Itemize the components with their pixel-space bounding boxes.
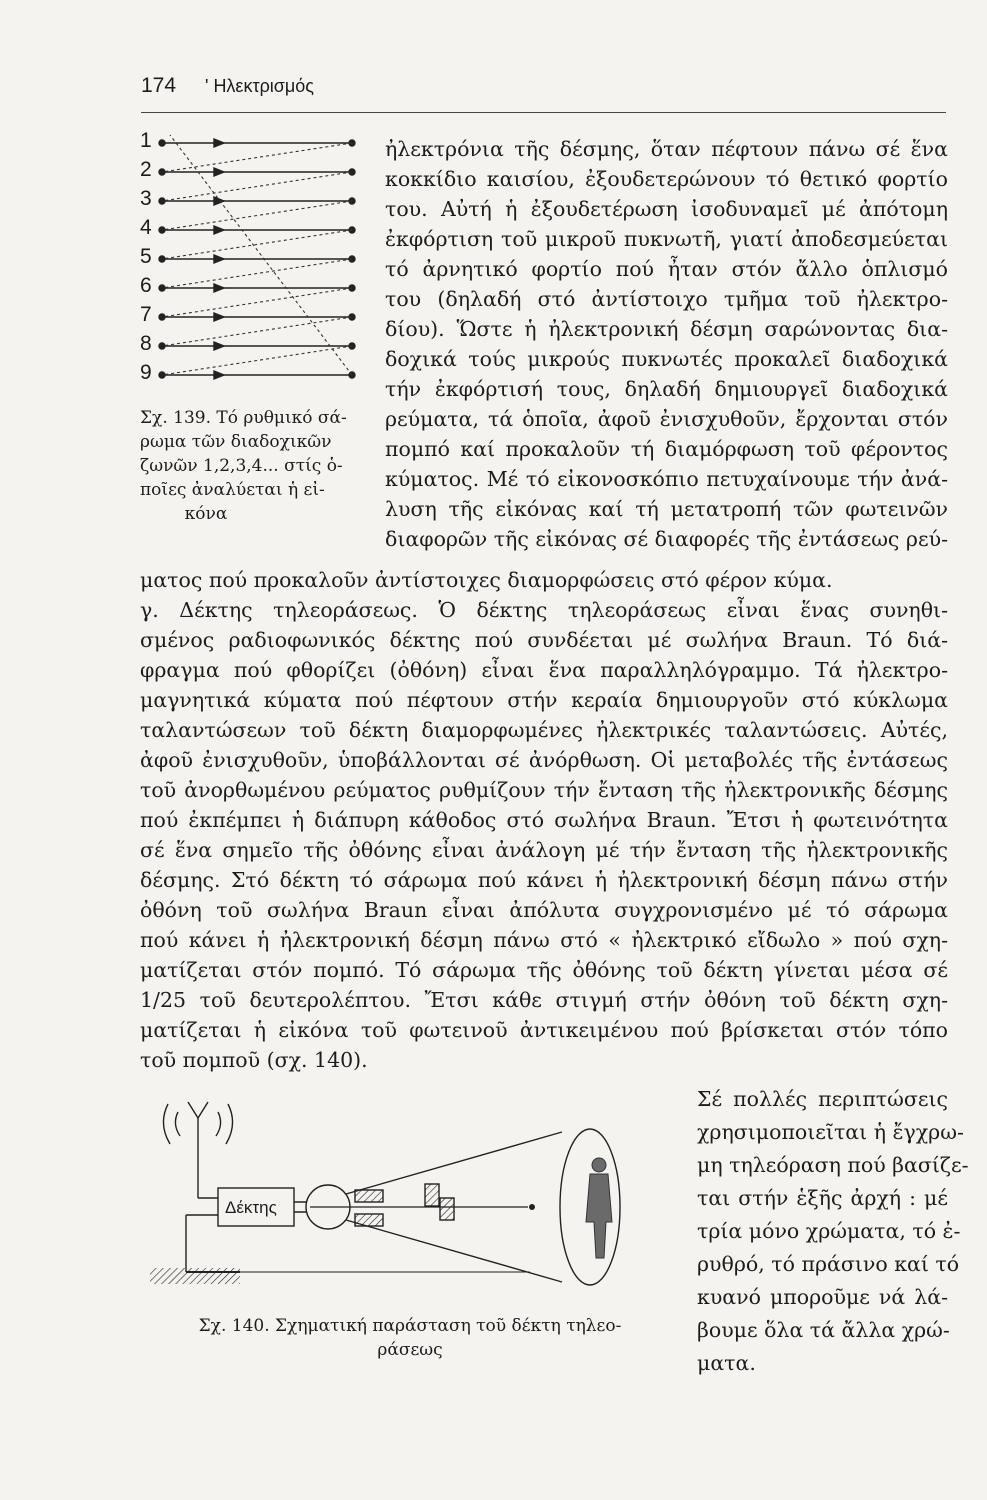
body-text-line: ρυθρό, τό πράσινο καί τό [697, 1252, 960, 1276]
scan-line-number: 2 [140, 158, 152, 181]
body-text-line: ἐκφόρτιση τοῦ μικροῦ πυκνωτῆ, γιατί ἀποδεσμεύεται [385, 227, 948, 251]
caption-line: ποῖες ἀναλύεται ἡ εἰ- [140, 480, 325, 500]
body-text-line: τό ἀρνητικό φορτίο πού ἦταν στόν ἄλλο ὁπλισμό [385, 257, 948, 281]
caption-line: ρωμα τῶν διαδοχικῶν [140, 432, 332, 452]
figure-140-receiver-schematic [150, 1090, 690, 1300]
caption-line: ράσεως [377, 1340, 443, 1360]
body-text-line: σμένος ραδιοφωνικός δέκτης πού συνδέεται μέ σωλήνα Braun. Τό διά- [140, 628, 948, 652]
body-text-line: κύματος. Μέ τό εἰκονοσκόπιο πετυχαίνουμε τήν ἀνά- [385, 467, 948, 491]
body-text-line: ρεύματα, τά ὁποῖα, ἀφοῦ ἐνισχυθοῦν, ἔρχονται στόν [385, 407, 948, 431]
header-rule [141, 112, 946, 113]
body-text-line: πού κάνει ἡ ἠλεκτρονική δέσμη πάνω στό « ἠλεκτρικό εἴδωλο » πού σχη- [140, 928, 948, 952]
body-text-line: Σέ πολλές περιπτώσεις [697, 1087, 948, 1111]
running-title: ' Ηλεκτρισμός [205, 76, 314, 96]
body-text-line: κοκκίδιο καισίου, ἐξουδετερώνουν τό θετικό φορτίο [385, 167, 948, 191]
body-text-line: σέ ἕνα σημεῖο τῆς ὀθόνης εἶναι ἀνάλογη μέ τήν ἔνταση τῆς ἠλεκτρονικῆς [140, 838, 948, 862]
page-number: 174 [141, 74, 177, 97]
body-text-line: φραγμα πού φθορίζει (ὀθόνη) εἶναι ἕνα παραλληλόγραμμο. Τά ἠλεκτρο- [140, 658, 948, 682]
body-text-line: πομπό καί προκαλοῦν τή διαμόρφωση τοῦ φέροντος [385, 437, 948, 461]
body-text-line: κυανό μποροῦμε νά λά- [697, 1285, 948, 1309]
caption-line: κόνα [184, 504, 228, 524]
caption-line: Σχ. 140. Σχηματική παράσταση τοῦ δέκτη τηλεο- [198, 1316, 622, 1336]
body-text-line: δίου). Ὥστε ἡ ἠλεκτρονική δέσμη σαρώνοντας δια- [385, 317, 948, 341]
body-text-line: ματα. [697, 1351, 756, 1375]
body-text-line: δέσμης. Στό δέκτη τό σάρωμα πού κάνει ἡ ἠλεκτρονική δέσμη πάνω στήν [140, 868, 948, 892]
scan-line-number: 8 [140, 332, 152, 355]
body-text-line: ἠλεκτρόνια τῆς δέσμης, ὅταν πέφτουν πάνω σέ ἕνα [385, 137, 948, 161]
figure-140-caption [140, 1314, 680, 1362]
scan-line-number: 1 [140, 129, 152, 152]
body-text-line: του. Αὐτή ἡ ἐξουδετέρωση ἰσοδυναμεῖ μέ ἀπότομη [385, 197, 948, 221]
body-text-line: ματίζεται στόν πομπό. Τό σάρωμα τῆς ὀθόνης τοῦ δέκτη γίνεται μέσα σέ [140, 958, 948, 982]
caption-line: ζωνῶν 1,2,3,4... στίς ὁ- [140, 456, 343, 476]
body-text-line: ται στήν ἑξῆς ἀρχή : μέ [697, 1186, 948, 1210]
body-text-line: τρία μόνο χρώματα, τό ἐ- [697, 1219, 961, 1243]
body-text-line: ματος πού προκαλοῦν ἀντίστοιχες διαμορφώσεις στό φέρον κύμα. [140, 568, 833, 592]
body-text-line: μη τηλεόραση πού βασίζε- [697, 1153, 969, 1177]
body-text-line: τοῦ ἀνορθωμένου ρεύματος ρυθμίζουν τήν ἔνταση τῆς ἠλεκτρονικῆς δέσμης [140, 778, 948, 802]
body-text-line: 1/25 τοῦ δευτερολέπτου. Ἔτσι κάθε στιγμή στήν ὀθόνη τοῦ δέκτη σχη- [140, 988, 948, 1012]
body-text-line: ἀφοῦ ἐνισχυθοῦν, ὑποβάλλονται σέ ἀνόρθωση. Οἱ μεταβολές τῆς ἐντάσεως [140, 748, 948, 772]
body-text-line: βουμε ὅλα τά ἄλλα χρώ- [697, 1318, 950, 1342]
body-text-line: του (δηλαδή στό ἀντίστοιχο τμῆμα τοῦ ἠλεκτρο- [385, 287, 948, 311]
body-text-line: ματίζεται ἡ εἰκόνα τοῦ φωτεινοῦ ἀντικειμένου πού βρίσκεται στόν τόπο [140, 1018, 948, 1042]
body-text-line: ὀθόνη τοῦ σωλήνα Braun εἶναι ἀπόλυτα συγχρονισμένο μέ τό σάρωμα [140, 898, 948, 922]
body-text-line: τήν ἐκφόρτισή τους, δηλαδή δημιουργεῖ διαδοχικά [385, 377, 948, 401]
body-text-line: χρησιμοποιεῖται ἡ ἔγχρω- [697, 1120, 964, 1144]
body-text-line: δοχικά τούς μικρούς πυκνωτές προκαλεῖ διαδοχικά [385, 347, 948, 371]
figure-139-scan-diagram [140, 125, 365, 410]
caption-line: Σχ. 139. Τό ρυθμικό σά- [140, 408, 347, 428]
scan-line-number: 4 [140, 216, 152, 239]
scan-line-number: 5 [140, 245, 152, 268]
body-text-line: διαφορῶν τῆς εἰκόνας σέ διαφορές τῆς ἐντάσεως ρεύ- [385, 527, 948, 551]
scan-line-number: 7 [140, 303, 152, 326]
body-text-line: λυση τῆς εἰκόνας καί τή μετατροπή τῶν φωτεινῶν [385, 497, 948, 521]
receiver-label: Δέκτης [225, 1198, 277, 1217]
body-text-line: πού ἐκπέμπει ἡ διάπυρη κάθοδος στό σωλήνα Braun. Ἔτσι ἡ φωτεινότητα [140, 808, 948, 832]
body-text-line: μαγνητικά κύματα πού πέφτουν στήν κεραία δημιουργοῦν στό κύκλωμα [140, 688, 948, 712]
body-text-line: τοῦ πομποῦ (σχ. 140). [140, 1048, 368, 1072]
body-text-line: γ. Δέκτης τηλεοράσεως. Ὁ δέκτης τηλεοράσεως εἶναι ἕνας συνηθι- [140, 598, 948, 622]
scan-lines-drawing [140, 125, 365, 410]
scan-line-number: 6 [140, 274, 152, 297]
scan-line-number: 9 [140, 361, 152, 384]
scan-line-number: 3 [140, 187, 152, 210]
receiver-drawing [150, 1090, 690, 1300]
figure-139-caption [140, 406, 347, 526]
body-text-line: ταλαντώσεων τοῦ δέκτη διαμορφωμένες ἠλεκτρικές ταλαντώσεις. Αὐτές, [140, 718, 948, 742]
